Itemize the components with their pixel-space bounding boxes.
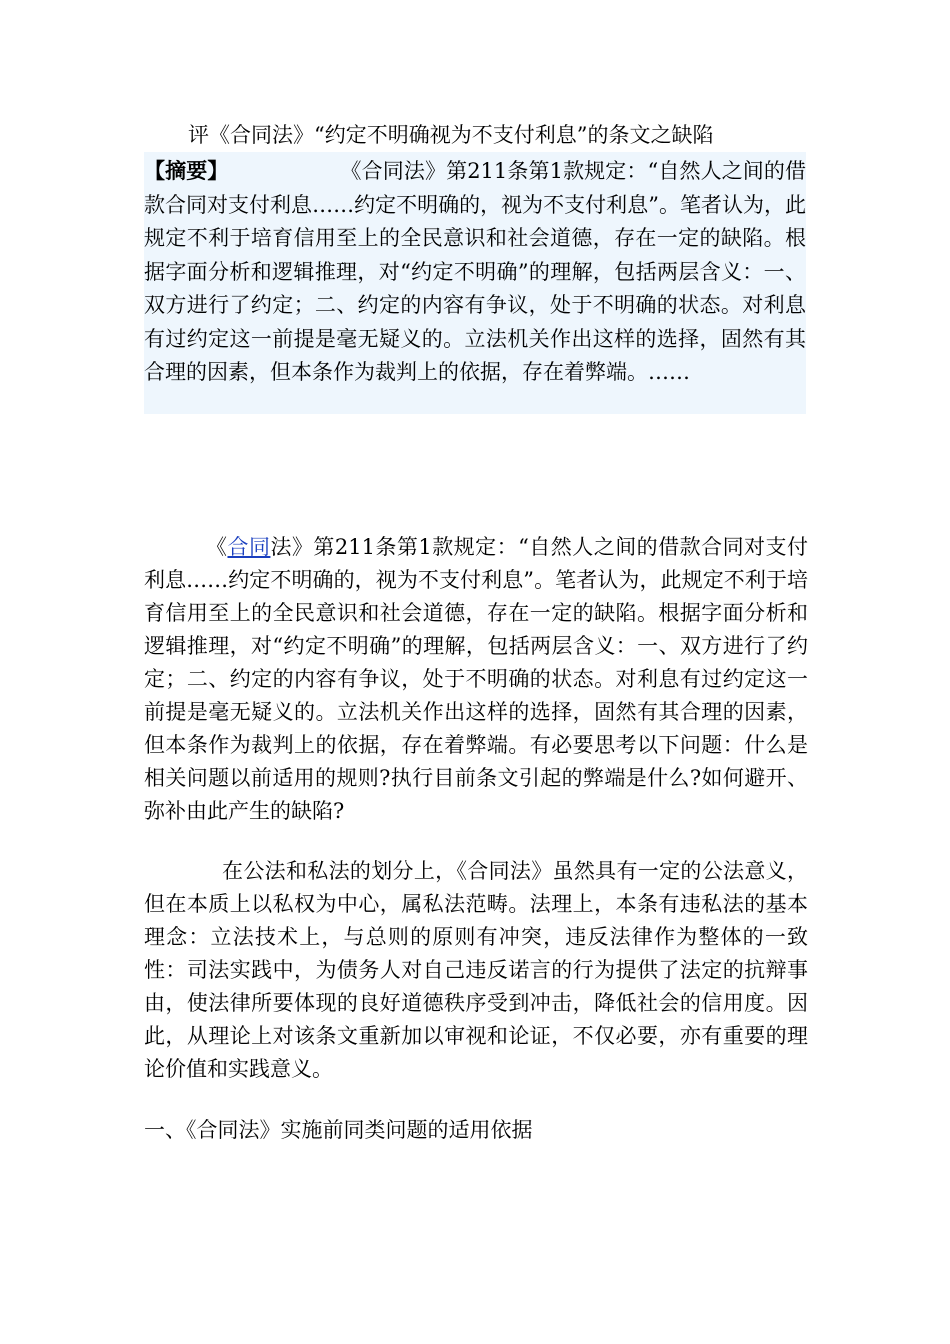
second-paragraph: 在公法和私法的划分上，《合同法》虽然具有一定的公法意义，但在本质上以私权为中心，属私法范畴。法理上，本条有违私法的基本理念：立法技术上，与总则的原则有冲突，违反法律作为整体的一致性：司法实践中，为债务人对自己违反诺言的行为提供了法定的抗辩事由，使法律所要体现的良好道德秩序受到冲击，降低社会的信用度。因此，从理论上对该条文重新加以审视和论证，不仅必要，亦有重要的理论价值和实践意义。: [144, 859, 808, 1081]
section-heading-1: 一、《合同法》实施前同类问题的适用依据: [144, 1118, 533, 1142]
intro-prefix: 《: [206, 535, 228, 559]
abstract-text: 《合同法》第211条第1款规定：“自然人之间的借款合同对支付利息……约定不明确的，视为不支付利息”。笔者认为，此规定不利于培育信用至上的全民意识和社会道德，存在一定的缺陷。根据字面分析和逻辑推理，对“约定不明确”的理解，包括两层含义：一、双方进行了约定；二、约定的内容有争议，处于不明确的状态。对利息有过约定这一前提是毫无疑义的。立法机关作出这样的选择，固然有其合理的因素，但本条作为裁判上的依据，存在着弊端。……: [144, 159, 806, 384]
contract-law-link[interactable]: 合同: [227, 535, 271, 559]
intro-text: 法》第211条第1款规定：“自然人之间的借款合同对支付利息……约定不明确的，视为不支付利息”。笔者认为，此规定不利于培育信用至上的全民意识和社会道德，存在一定的缺陷。根据字面分析和逻辑推理，对“约定不明确”的理解，包括两层含义：一、双方进行了约定；二、约定的内容有争议，处于不明确的状态。对利息有过约定这一前提是毫无疑义的。立法机关作出这样的选择，固然有其合理的因素，但本条作为裁判上的依据，存在着弊端。有必要思考以下问题：什么是相关问题以前适用的规则?执行目前条文引起的弊端是什么?如何避开、弥补由此产生的缺陷?: [144, 535, 809, 823]
intro-paragraph: [144, 531, 808, 828]
abstract-label: 【摘要】: [144, 158, 229, 183]
abstract-section: [144, 152, 806, 414]
document-title: 评《合同法》“约定不明确视为不支付利息”的条文之缺陷: [188, 123, 714, 147]
